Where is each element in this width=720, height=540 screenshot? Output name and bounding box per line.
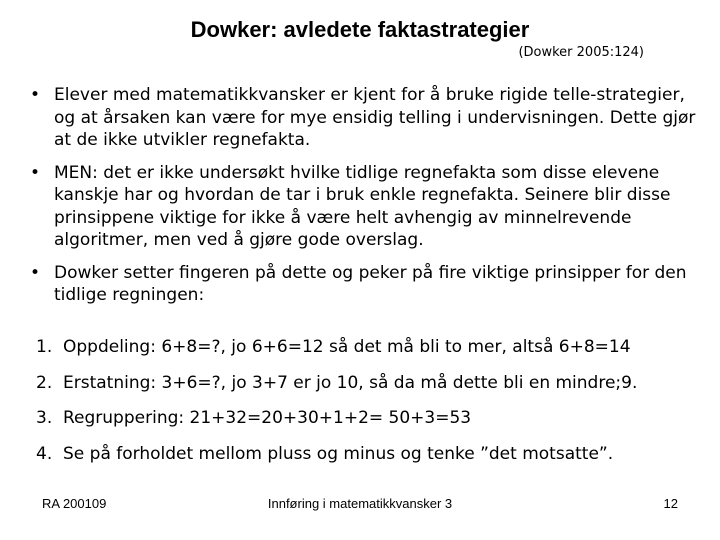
bullet-text: Elever med matematikkvansker er kjent for å bruke rigide telle-strategier, og at årsaken kan være for mye ensidig telling i undervisningen. Dette gjør at de ikke utvikler regnefakta. xyxy=(54,85,696,150)
footer-course-title: Innføring i matematikkvansker 3 xyxy=(267,496,453,511)
principles-list xyxy=(36,336,706,478)
bullet-item xyxy=(28,262,696,307)
principle-text: Oppdeling: 6+8=?, jo 6+6=12 så det må bli to mer, altså 6+8=14 xyxy=(63,337,631,357)
principle-item xyxy=(36,407,706,429)
bullet-marker: • xyxy=(30,162,41,183)
principle-number: 3. xyxy=(36,408,53,428)
bullet-text: MEN: det er ikke undersøkt hvilke tidlige regnefakta som disse elevene kanskje har og hvordan de tar i bruk enkle regnefakta. Seinere blir disse prinsippene viktige for ikke å være helt avhengig av minnelrevende algoritmer, men ved å gjøre gode overslag. xyxy=(54,162,671,250)
principle-text: Se på forholdet mellom pluss og minus og tenke ”det motsatte”. xyxy=(63,443,614,464)
principle-item xyxy=(36,372,706,394)
principle-text: Erstatning: 3+6=?, jo 3+7 er jo 10, så da må dette bli en mindre;9. xyxy=(63,372,638,393)
footer-date: RA 200109 xyxy=(42,496,107,511)
principle-item xyxy=(36,443,706,465)
bullet-list xyxy=(28,84,696,317)
bullet-item xyxy=(28,162,696,252)
bullet-text: Dowker setter fingeren på dette og peker på fire viktige prinsipper for den tidlige regningen: xyxy=(54,262,687,305)
principle-text: Regruppering: 21+32=20+30+1+2= 50+3=53 xyxy=(63,408,472,428)
page-number: 12 xyxy=(663,496,678,511)
bullet-item xyxy=(28,84,696,152)
bullet-marker: • xyxy=(30,85,41,105)
slide-title: Dowker: avledete faktastrategier xyxy=(190,17,530,42)
principle-number: 4. xyxy=(36,443,53,464)
principle-item xyxy=(36,336,706,358)
principle-number: 2. xyxy=(36,372,53,393)
principle-number: 1. xyxy=(36,337,53,357)
citation: (Dowker 2005:124) xyxy=(518,45,644,60)
bullet-marker: • xyxy=(30,262,41,283)
